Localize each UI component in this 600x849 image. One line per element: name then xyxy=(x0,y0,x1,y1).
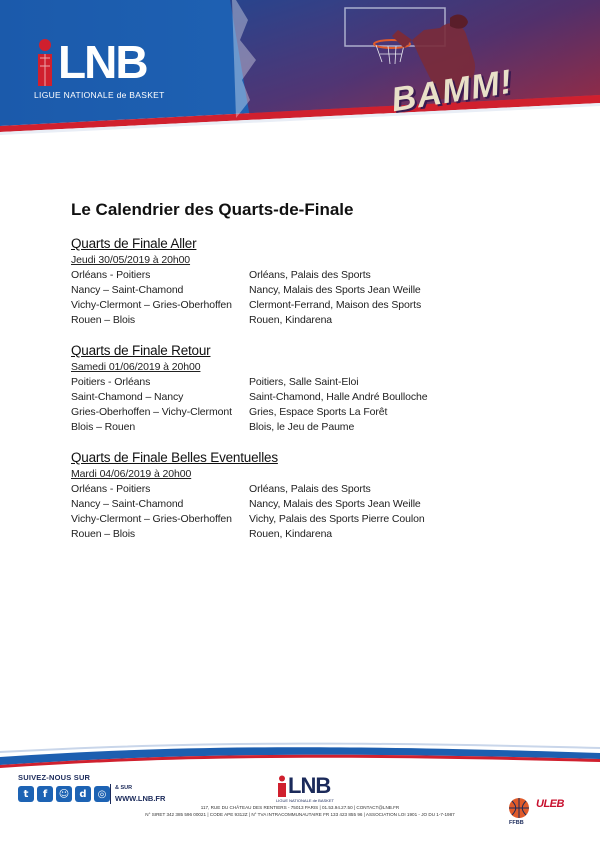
footer-divider xyxy=(110,784,111,804)
follow-label: SUIVEZ-NOUS SUR xyxy=(18,773,91,782)
twitter-icon[interactable]: t xyxy=(18,786,34,802)
footer-logo-text: LNB xyxy=(288,773,331,798)
game-match: Rouen – Blois xyxy=(71,528,136,540)
ffbb-label: FFBB xyxy=(509,820,524,826)
game-venue: Nancy, Malais des Sports Jean Weille xyxy=(249,284,421,296)
facebook-icon[interactable]: f xyxy=(37,786,53,802)
game-match: Nancy – Saint-Chamond xyxy=(71,498,184,510)
and-on-label: & SUR xyxy=(115,785,133,791)
section-title: Quarts de Finale Aller xyxy=(71,236,197,251)
game-match: Saint-Chamond – Nancy xyxy=(71,391,184,403)
snapchat-icon[interactable]: ☺ xyxy=(56,786,72,802)
game-venue: Vichy, Palais des Sports Pierre Coulon xyxy=(249,513,425,525)
game-match: Nancy – Saint-Chamond xyxy=(71,284,184,296)
game-venue: Clermont-Ferrand, Maison des Sports xyxy=(249,299,422,311)
game-match: Orléans - Poitiers xyxy=(71,269,151,281)
game-venue: Rouen, Kindarena xyxy=(249,528,333,540)
game-venue: Blois, le Jeu de Paume xyxy=(249,421,355,433)
game-venue: Poitiers, Salle Saint-Eloi xyxy=(249,376,359,388)
game-venue: Nancy, Malais des Sports Jean Weille xyxy=(249,498,421,510)
game-row xyxy=(71,283,551,298)
section-belles xyxy=(71,449,551,542)
game-row xyxy=(71,512,551,527)
banner-text: BAMM! xyxy=(388,62,516,120)
game-row xyxy=(71,268,551,283)
game-match: Rouen – Blois xyxy=(71,314,136,326)
logo-text: LNB xyxy=(58,36,147,88)
footer-lnb-logo xyxy=(276,775,334,803)
social-links xyxy=(18,786,110,802)
section-title: Quarts de Finale Retour xyxy=(71,343,211,358)
game-row xyxy=(71,375,551,390)
game-match: Gries-Oberhoffen – Vichy-Clermont xyxy=(71,406,232,418)
footer-wave xyxy=(0,735,600,775)
uleb-logo: ULEB xyxy=(536,798,564,810)
section-date: Jeudi 30/05/2019 à 20h00 xyxy=(71,254,191,266)
footer-legal: N° SIRET 342 385 596 00021 | CODE APE 9312Z | N° TVA INTRACOMMUNAUTAIRE FR 133 423 855 96 | ASSOCIATION LOI 1901 - JO DU 1-7-1987 xyxy=(145,812,455,817)
section-date: Mardi 04/06/2019 à 20h00 xyxy=(71,468,192,480)
game-row xyxy=(71,482,551,497)
logo-subtitle: LIGUE NATIONALE de BASKET xyxy=(34,90,165,100)
game-venue: Rouen, Kindarena xyxy=(249,314,333,326)
footer-address: 117, RUE DU CHÂTEAU DES RENTIERS - 75013 PARIS | 01.53.94.27.50 | CONTACT@LNB.FR xyxy=(200,805,400,810)
lnb-logo-mark-icon xyxy=(34,38,56,86)
game-match: Blois – Rouen xyxy=(71,421,136,433)
game-row xyxy=(71,420,551,435)
game-row xyxy=(71,497,551,512)
game-row xyxy=(71,298,551,313)
footer-logo-subtitle: LIGUE NATIONALE de BASKET xyxy=(276,798,334,803)
website-link[interactable]: WWW.LNB.FR xyxy=(115,794,166,803)
game-venue: Gries, Espace Sports La Forêt xyxy=(249,406,388,418)
section-retour xyxy=(71,342,551,435)
game-match: Vichy-Clermont – Gries-Oberhoffen xyxy=(71,299,232,311)
game-match: Orléans - Poitiers xyxy=(71,483,151,495)
game-match: Poitiers - Orléans xyxy=(71,376,151,388)
page-title: Le Calendrier des Quarts-de-Finale xyxy=(71,200,354,219)
section-date: Samedi 01/06/2019 à 20h00 xyxy=(71,361,201,373)
game-venue: Orléans, Palais des Sports xyxy=(249,269,371,281)
game-venue: Orléans, Palais des Sports xyxy=(249,483,371,495)
game-row xyxy=(71,527,551,542)
section-title: Quarts de Finale Belles Eventuelles xyxy=(71,450,278,465)
game-venue: Saint-Chamond, Halle André Boulloche xyxy=(249,391,428,403)
instagram-icon[interactable]: ◎ xyxy=(94,786,110,802)
game-match: Vichy-Clermont – Gries-Oberhoffen xyxy=(71,513,232,525)
header-banner xyxy=(0,0,600,140)
dailymotion-icon[interactable]: d xyxy=(75,786,91,802)
footer-logo-mark-icon xyxy=(276,775,288,797)
game-row xyxy=(71,313,551,328)
section-aller xyxy=(71,235,551,328)
ffbb-logo-icon xyxy=(508,797,530,819)
game-row xyxy=(71,405,551,420)
game-row xyxy=(71,390,551,405)
